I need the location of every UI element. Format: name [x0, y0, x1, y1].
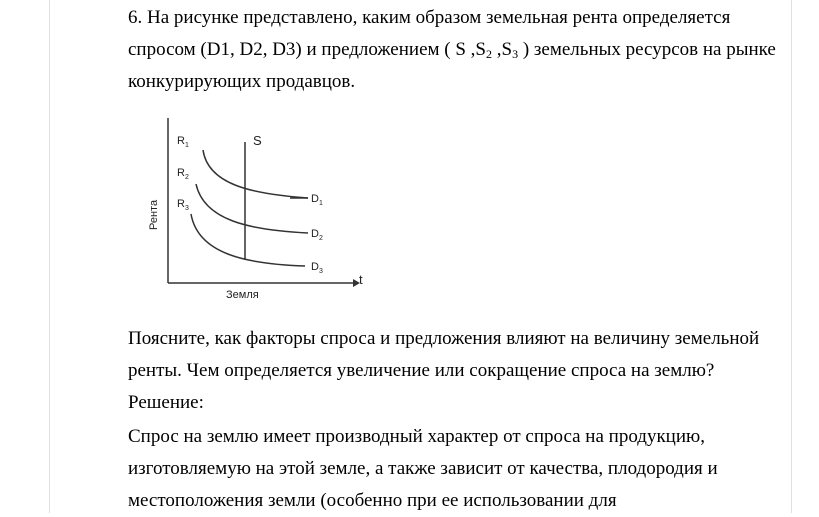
y-axis-label: Рента — [148, 199, 160, 230]
x-axis-end-label: t — [359, 272, 363, 287]
body-line-4: Спрос на землю имеет производный характер от спроса на продукцию, — [128, 426, 705, 447]
page-left-edge — [49, 0, 50, 513]
supply-label: S — [253, 133, 262, 148]
page-right-edge — [791, 0, 792, 513]
body-line-1: Поясните, как факторы спроса и предложения влияют на величину земельной — [128, 328, 760, 349]
demand-curve-d3 — [191, 214, 305, 266]
rent-label-r1: $R_1$ — [177, 135, 189, 149]
question-line-2: спросом (D1, D2, D3) и предложением ( S $,S_2$ $,S_3$ ) земельных ресурсов на рынке — [128, 39, 776, 61]
x-axis-label: Земля — [226, 289, 259, 301]
body-line-5: изготовляемую на этой земле, а также зависит от качества, плодородия и — [128, 458, 718, 479]
rent-label-r3: $R_3$ — [177, 198, 189, 212]
demand-curve-d1 — [203, 150, 308, 198]
body-line-3: Решение: — [128, 392, 204, 413]
land-rent-chart — [140, 112, 380, 312]
rent-label-r2: $R_2$ — [177, 167, 189, 181]
body-line-6: местоположения земли (особенно при ее использовании для — [128, 490, 617, 511]
demand-label-d2: $D_2$ — [311, 228, 323, 242]
demand-curve-d2 — [196, 184, 308, 233]
question-line-3: конкурирующих продавцов. — [128, 71, 356, 92]
demand-label-d1: $D_1$ — [311, 193, 323, 207]
question-line-1: 6. На рисунке представлено, каким образом земельная рента определяется — [128, 7, 731, 28]
demand-label-d3: $D_3$ — [311, 261, 323, 275]
body-line-2: ренты. Чем определяется увеличение или сокращение спроса на землю? — [128, 360, 715, 381]
